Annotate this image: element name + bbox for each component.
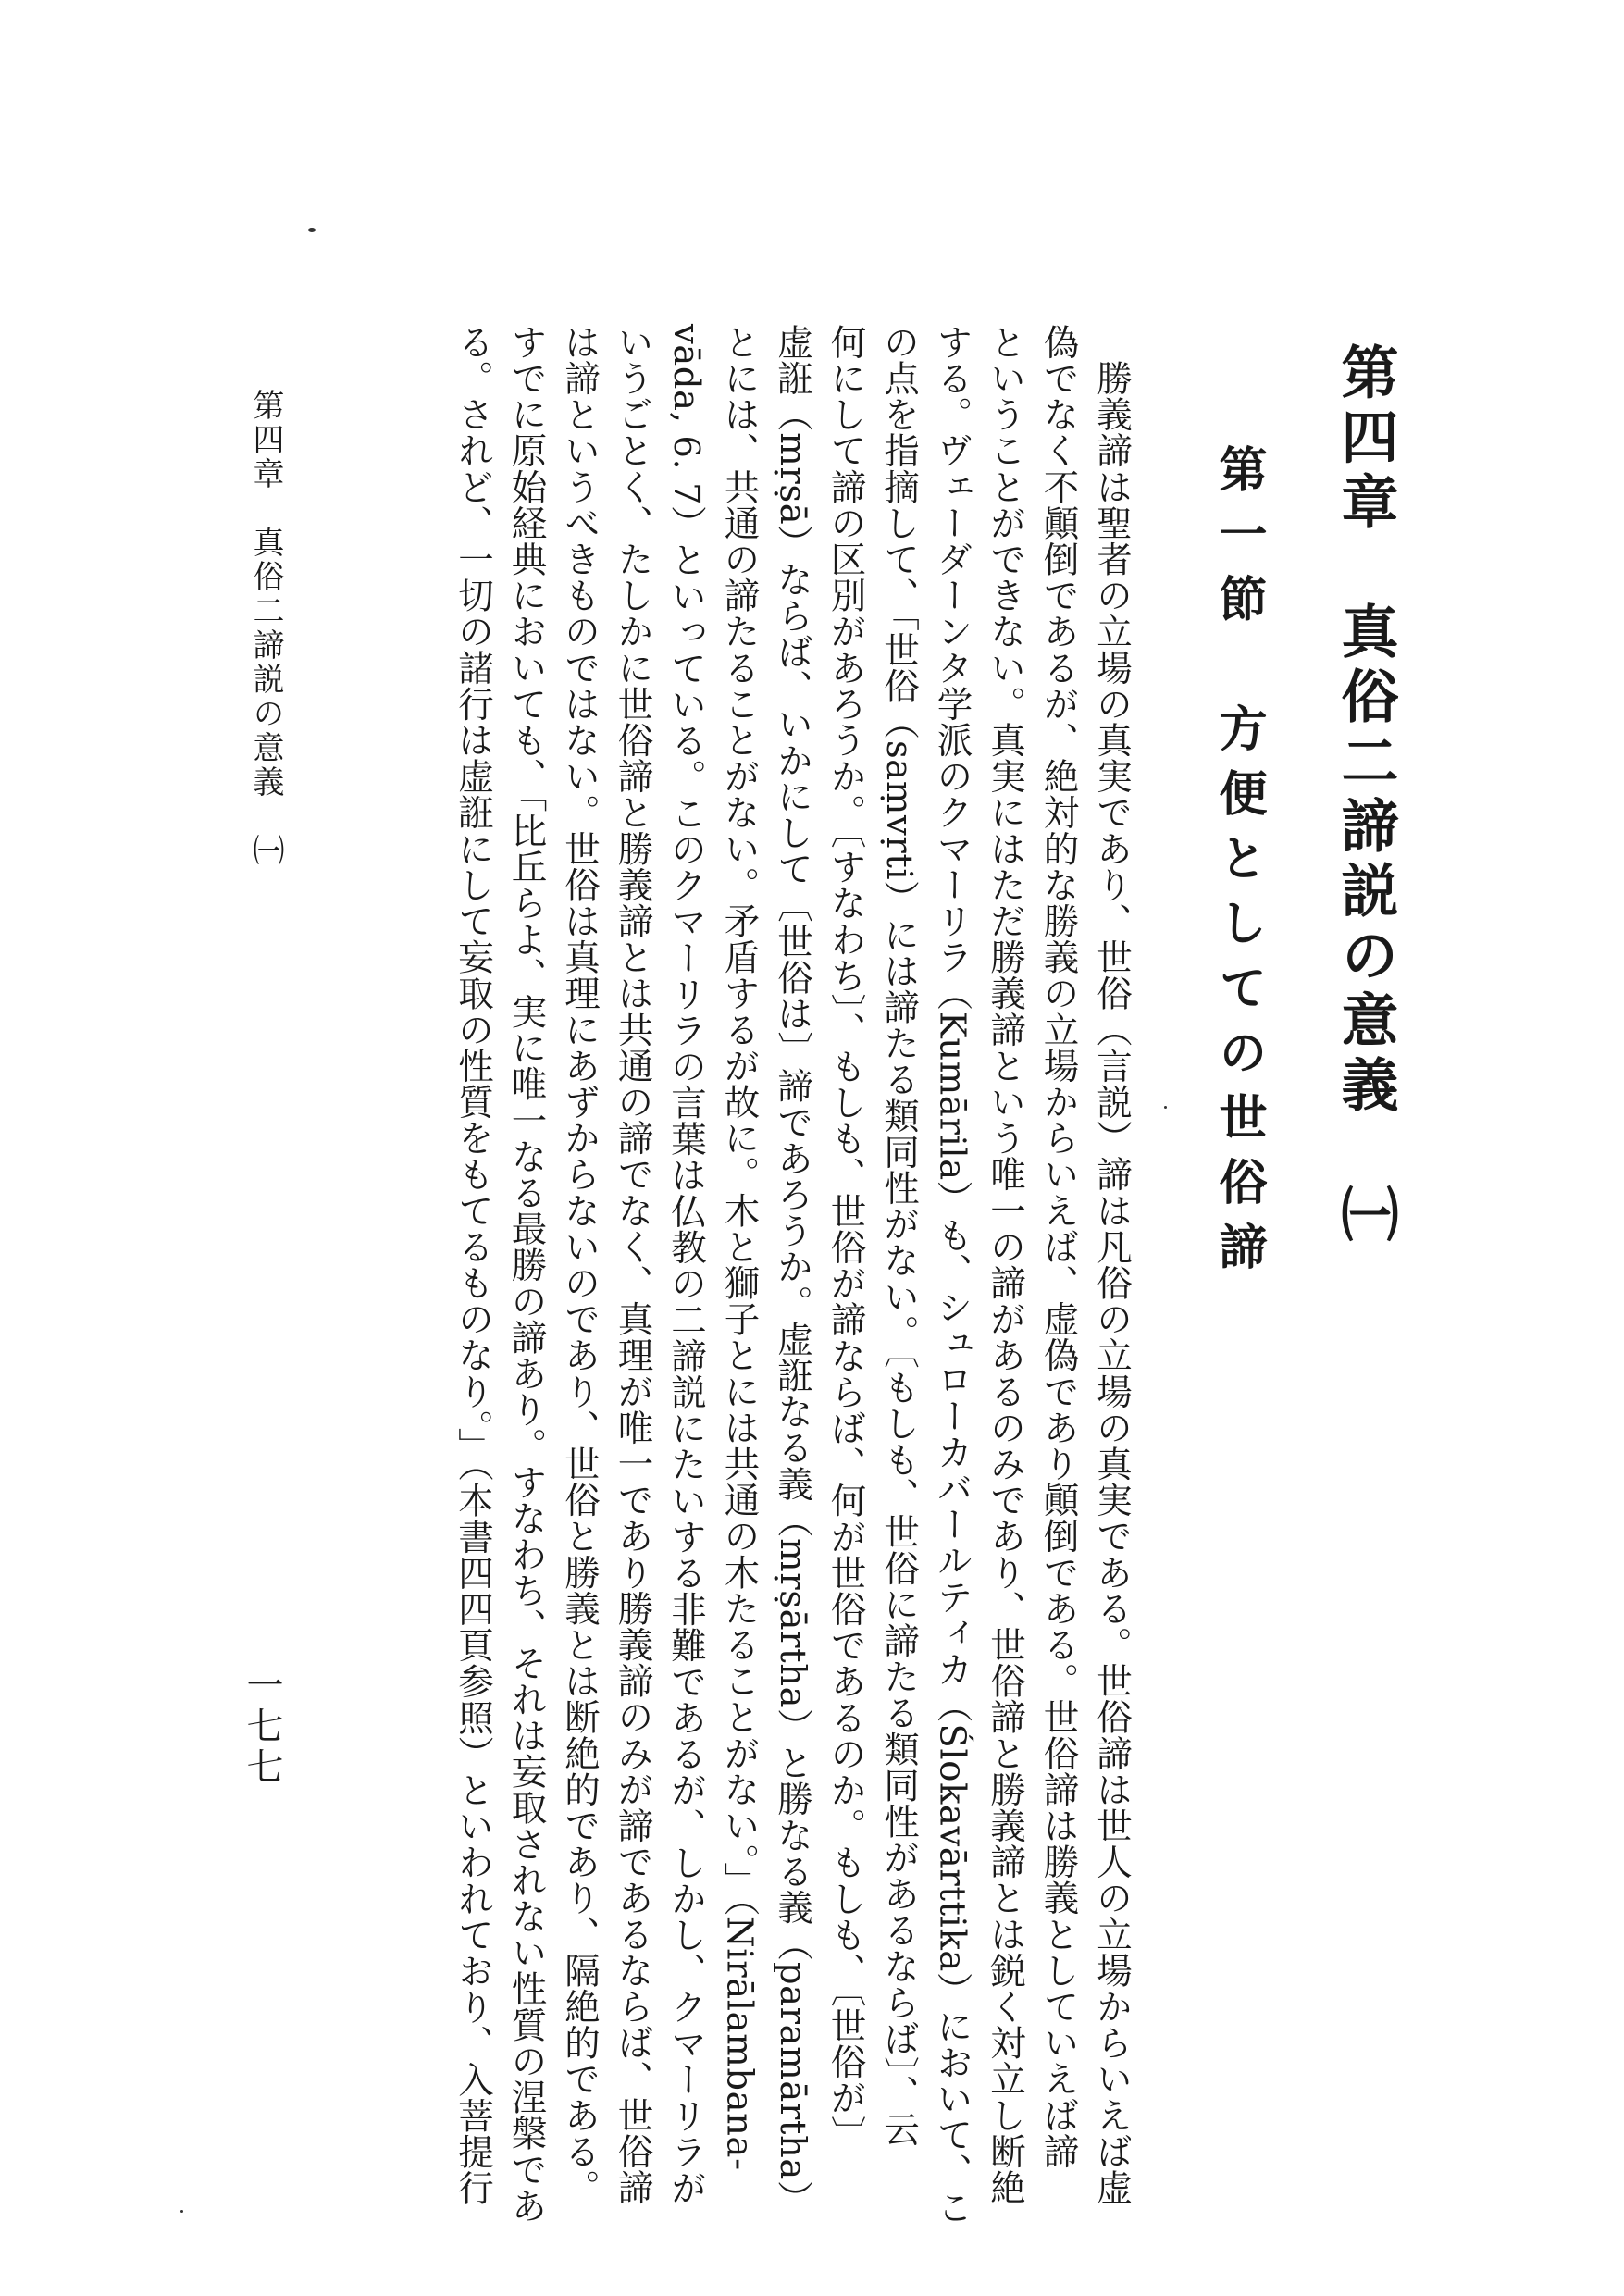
body-line-8: とには、共通の諦たることがない。矛盾するが故に。木と獅子とには共通の木たることがない。」（Nirālambana-: [718, 324, 761, 2171]
page-number: 一七七: [241, 1666, 283, 1788]
body-line-4: する。ヴェーダーンタ学派のクマーリラ（Kumārila）も、シュローカバールティカ（Ślokavārttika）において、こ: [931, 324, 973, 2226]
body-line-5: の点を指摘して、「世俗（saṃvṛti）には諦たる類同性がない。〔もしも、世俗に諦たる類同性があるならば〕、云: [878, 324, 920, 2148]
ink-speck: [180, 2210, 183, 2213]
body-line-3: ということができない。真実にはただ勝義諦という唯一の諦があるのみであり、世俗諦と勝義諦とは鋭く対立し断絶: [985, 324, 1026, 2206]
body-line-6: 何にして諦の区別があろうか。〔すなわち〕、もしも、世俗が諦ならば、何が世俗であるのか。もしも、〔世俗が〕: [824, 324, 867, 2153]
body-line-10: いうごとく、たしかに世俗諦と勝義諦とは共通の諦でなく、真理が唯一であり勝義諦のみが諦であるならば、世俗諦: [612, 324, 654, 2206]
body-line-7: 虚誑（mṛṣā）ならば、いかにして〔世俗は〕諦であろうか。虚誑なる義（mṛṣārtha）と勝なる義（paramārtha）: [772, 324, 813, 2217]
running-head: 第四章 真俗二諦説の意義 ㈠: [247, 389, 284, 868]
body-line-9: vāda, 6. 7）といっている。このクマーリラの言葉は仏教の二諦説にたいする非難であるが、しかし、クマーリラが: [665, 324, 707, 2206]
body-line-12: すでに原始経典においても、「比丘らよ、実に唯一なる最勝の諦あり。すなわち、それは妄取されない性質の涅槃であ: [505, 324, 548, 2225]
body-text: [305, 324, 1138, 2226]
section-title: 第一節 方便としての世俗諦: [1210, 444, 1267, 1286]
chapter-title: 第四章 真俗二諦説の意義 ㈠: [1332, 342, 1399, 1249]
body-line-11: は諦というべきものではない。世俗は真理にあずからないのであり、世俗と勝義とは断絶的であり、隔絶的である。: [559, 324, 601, 2206]
body-line-13: る。されど、一切の諸行は虚誑にして妄取の性質をもてるものなり。」（本書四四頁参照）といわれており、入菩提行: [452, 324, 494, 2206]
ink-mark: [308, 228, 316, 232]
ink-speck: [1164, 1106, 1167, 1109]
body-line-1: 勝義諦は聖者の立場の真実であり、世俗（言説）諦は凡俗の立場の真実である。世俗諦は世人の立場からいえば虚: [1091, 324, 1133, 2206]
body-line-2: 偽でなく不顚倒であるが、絶対的な勝義の立場からいえば、虚偽であり顚倒である。世俗諦は勝義としていえば諦: [1037, 324, 1080, 2170]
